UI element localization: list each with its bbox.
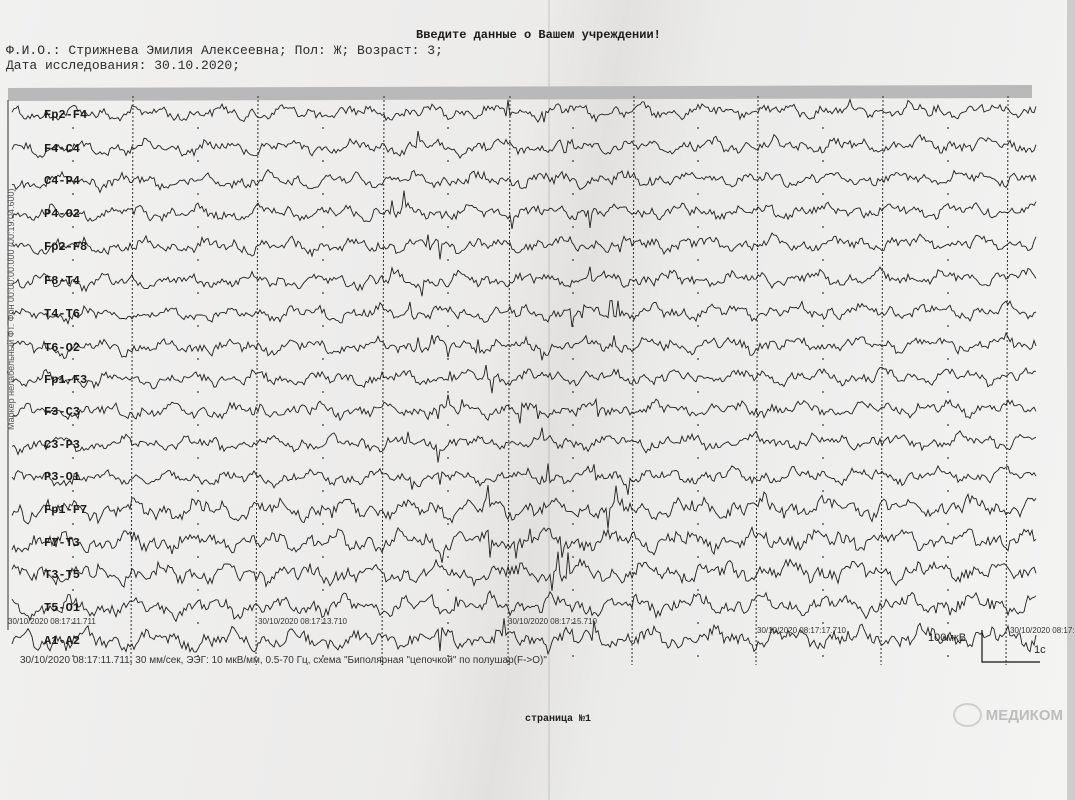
grid-dot: [72, 193, 74, 195]
channel-label-fp1-f7: Fp1-F7: [44, 503, 88, 517]
grid-dot: [447, 160, 449, 162]
grid-dot: [197, 424, 199, 426]
grid-dot: [197, 160, 199, 162]
grid-dot: [322, 424, 324, 426]
grid-dot: [447, 490, 449, 492]
grid-dot: [447, 226, 449, 228]
grid-dot: [697, 655, 699, 657]
grid-dot: [697, 391, 699, 393]
timestamp-3: 30/10/2020 08:17:15.710: [508, 617, 597, 626]
grid-dot: [697, 358, 699, 360]
grid-dot: [447, 259, 449, 261]
time-calibration-label: 1с: [1034, 644, 1046, 656]
grid-dot: [822, 127, 824, 129]
channel-label-c3-p3: C3-P3: [44, 438, 81, 452]
eeg-trace-p3-o1: [12, 464, 1036, 495]
grid-dot: [322, 589, 324, 591]
time-grid-line: [508, 96, 510, 665]
grid-dot: [72, 292, 74, 294]
grid-dot: [197, 523, 199, 525]
channel-label-p3-o1: P3-O1: [44, 470, 81, 484]
channel-label-f3-c3: F3-C3: [44, 405, 81, 419]
grid-dot: [572, 292, 574, 294]
grid-dot: [72, 424, 74, 426]
grid-dot: [822, 457, 824, 459]
grid-dot: [572, 490, 574, 492]
grid-dot: [572, 193, 574, 195]
grid-dot: [197, 556, 199, 558]
grid-dot: [572, 127, 574, 129]
grid-dot: [697, 556, 699, 558]
grid-dot: [322, 523, 324, 525]
grid-dot: [322, 358, 324, 360]
grid-dot: [197, 193, 199, 195]
grid-dot: [947, 127, 949, 129]
grid-dot: [322, 259, 324, 261]
grid-dot: [697, 490, 699, 492]
eeg-trace-t3-t5: [12, 552, 1036, 591]
grid-dot: [572, 358, 574, 360]
grid-dot: [822, 556, 824, 558]
grid-dot: [697, 160, 699, 162]
grid-dot: [322, 292, 324, 294]
timestamp-2: 30/10/2020 08:17:13.710: [258, 617, 347, 626]
grid-dot: [72, 127, 74, 129]
grid-dot: [572, 523, 574, 525]
grid-dot: [697, 226, 699, 228]
grid-dot: [822, 391, 824, 393]
grid-dot: [72, 358, 74, 360]
timestamp-1: 30/10/2020 08:17:11.711: [8, 617, 96, 626]
grid-dot: [947, 490, 949, 492]
grid-dot: [572, 655, 574, 657]
grid-dot: [697, 127, 699, 129]
grid-dot: [697, 589, 699, 591]
logo-text: МЕДИКОМ: [985, 706, 1063, 724]
channel-label-t5-o1: T5-O1: [44, 601, 81, 615]
grid-dot: [697, 325, 699, 327]
grid-dot: [72, 160, 74, 162]
grid-dot: [447, 457, 449, 459]
grid-dot: [947, 424, 949, 426]
channel-label-c4-p4: C4-P4: [44, 174, 81, 188]
grid-dot: [822, 358, 824, 360]
grid-dot: [72, 589, 74, 591]
time-grid-line: [756, 96, 758, 665]
grid-dot: [947, 556, 949, 558]
grid-dot: [322, 226, 324, 228]
grid-dot: [822, 589, 824, 591]
grid-dot: [72, 490, 74, 492]
grid-dot: [197, 226, 199, 228]
grid-dot: [947, 358, 949, 360]
recording-parameters: 30/10/2020 08:17:11.711, 30 мм/сек, ЭЭГ: 10 мкВ/мм, 0.5-70 Гц, схема "Биполярная "цепочкой" по полушар(F->O)": [20, 655, 547, 666]
eeg-trace-fp2-f4: [12, 100, 1036, 123]
grid-dot: [947, 193, 949, 195]
eeg-trace-c3-p3: [12, 428, 1036, 463]
grid-dot: [197, 292, 199, 294]
channel-label-a1-a2: A1-A2: [44, 634, 81, 648]
grid-dot: [947, 457, 949, 459]
channel-label-t6-o2: T6-O2: [44, 341, 81, 355]
amplitude-calibration-label: 100мкВ: [928, 632, 967, 644]
grid-dot: [572, 160, 574, 162]
grid-dot: [322, 160, 324, 162]
grid-dot: [322, 127, 324, 129]
grid-dot: [822, 523, 824, 525]
time-grid-line: [881, 96, 883, 665]
channel-label-fp2-f8: Fp2-F8: [44, 240, 88, 254]
channel-label-f4-c4: F4-C4: [44, 142, 81, 156]
grid-dot: [947, 292, 949, 294]
channel-label-f7-t3: F7-T3: [44, 536, 81, 550]
grid-dot: [822, 490, 824, 492]
grid-dot: [72, 391, 74, 393]
grid-dot: [822, 259, 824, 261]
grid-dot: [697, 259, 699, 261]
grid-dot: [697, 193, 699, 195]
grid-dot: [572, 226, 574, 228]
grid-dot: [572, 589, 574, 591]
grid-dot: [322, 193, 324, 195]
grid-dot: [447, 556, 449, 558]
grid-dot: [72, 325, 74, 327]
grid-dot: [822, 622, 824, 624]
grid-dot: [697, 622, 699, 624]
grid-dot: [447, 127, 449, 129]
timestamp-4: 30/10/2020 08:17:17.710: [757, 626, 846, 635]
grid-dot: [947, 259, 949, 261]
channel-label-p4-o2: P4-O2: [44, 207, 81, 221]
channel-label-t4-t6: T4-T6: [44, 307, 81, 321]
grid-dot: [447, 589, 449, 591]
grid-dot: [197, 391, 199, 393]
grid-dot: [72, 556, 74, 558]
grid-dot: [72, 226, 74, 228]
grid-dot: [572, 556, 574, 558]
grid-dot: [822, 292, 824, 294]
grid-dot: [947, 523, 949, 525]
channel-label-t3-t5: T3-T5: [44, 568, 81, 582]
grid-dot: [572, 424, 574, 426]
grid-dot: [72, 457, 74, 459]
eeg-trace-f7-t3: [12, 527, 1036, 563]
grid-dot: [822, 193, 824, 195]
grid-dot: [447, 622, 449, 624]
eeg-trace-fp1-f7: [12, 485, 1036, 528]
grid-dot: [447, 424, 449, 426]
grid-dot: [447, 193, 449, 195]
grid-dot: [697, 424, 699, 426]
grid-dot: [197, 259, 199, 261]
grid-dot: [197, 589, 199, 591]
grid-dot: [572, 457, 574, 459]
side-caption: Маркер нелабельный ФТ. Фон 00:00:00.000 (00:19:04.600): [6, 188, 16, 430]
grid-dot: [947, 589, 949, 591]
grid-dot: [72, 259, 74, 261]
grid-dot: [447, 358, 449, 360]
grid-dot: [822, 226, 824, 228]
grid-dot: [572, 391, 574, 393]
grid-dot: [697, 523, 699, 525]
institution-prompt: Введите данные о Вашем учреждении!: [416, 28, 661, 42]
grid-dot: [947, 226, 949, 228]
grid-dot: [322, 490, 324, 492]
grid-dot: [322, 325, 324, 327]
grid-dot: [572, 259, 574, 261]
grid-dot: [197, 325, 199, 327]
grid-dot: [322, 391, 324, 393]
grid-dot: [447, 523, 449, 525]
grid-dot: [822, 325, 824, 327]
grid-dot: [72, 523, 74, 525]
grid-dot: [197, 457, 199, 459]
grid-dot: [947, 391, 949, 393]
grid-dot: [447, 292, 449, 294]
grid-dot: [697, 292, 699, 294]
page-number: страница №1: [525, 714, 592, 725]
grid-dot: [322, 556, 324, 558]
grid-dot: [197, 622, 199, 624]
grid-dot: [197, 127, 199, 129]
grid-dot: [822, 424, 824, 426]
grid-dot: [322, 457, 324, 459]
grid-dot: [947, 622, 949, 624]
grid-dot: [197, 358, 199, 360]
time-grid-line: [1006, 96, 1008, 665]
grid-dot: [822, 655, 824, 657]
logo-mark-icon: [953, 703, 982, 727]
grid-dot: [447, 391, 449, 393]
grid-dot: [822, 160, 824, 162]
timestamp-5: 30/10/2020 08:17:: [1010, 626, 1075, 635]
grid-dot: [572, 325, 574, 327]
grid-dot: [947, 655, 949, 657]
study-date: Дата исследования: 30.10.2020;: [6, 58, 241, 73]
eeg-trace-f3-c3: [12, 395, 1036, 424]
top-band: [8, 85, 1032, 101]
grid-dot: [197, 490, 199, 492]
channel-label-f8-t4: F8-T4: [44, 274, 81, 288]
channel-label-fp2-f4: Fp2-F4: [44, 108, 88, 122]
grid-dot: [947, 160, 949, 162]
grid-dot: [447, 325, 449, 327]
grid-dot: [697, 457, 699, 459]
channel-label-fp1-f3: Fp1-F3: [44, 373, 88, 387]
patient-info: Ф.И.О.: Стрижнева Эмилия Алексеевна; Пол: Ж; Возраст: 3;: [6, 43, 443, 58]
medicom-logo: [953, 700, 1063, 730]
grid-dot: [947, 325, 949, 327]
